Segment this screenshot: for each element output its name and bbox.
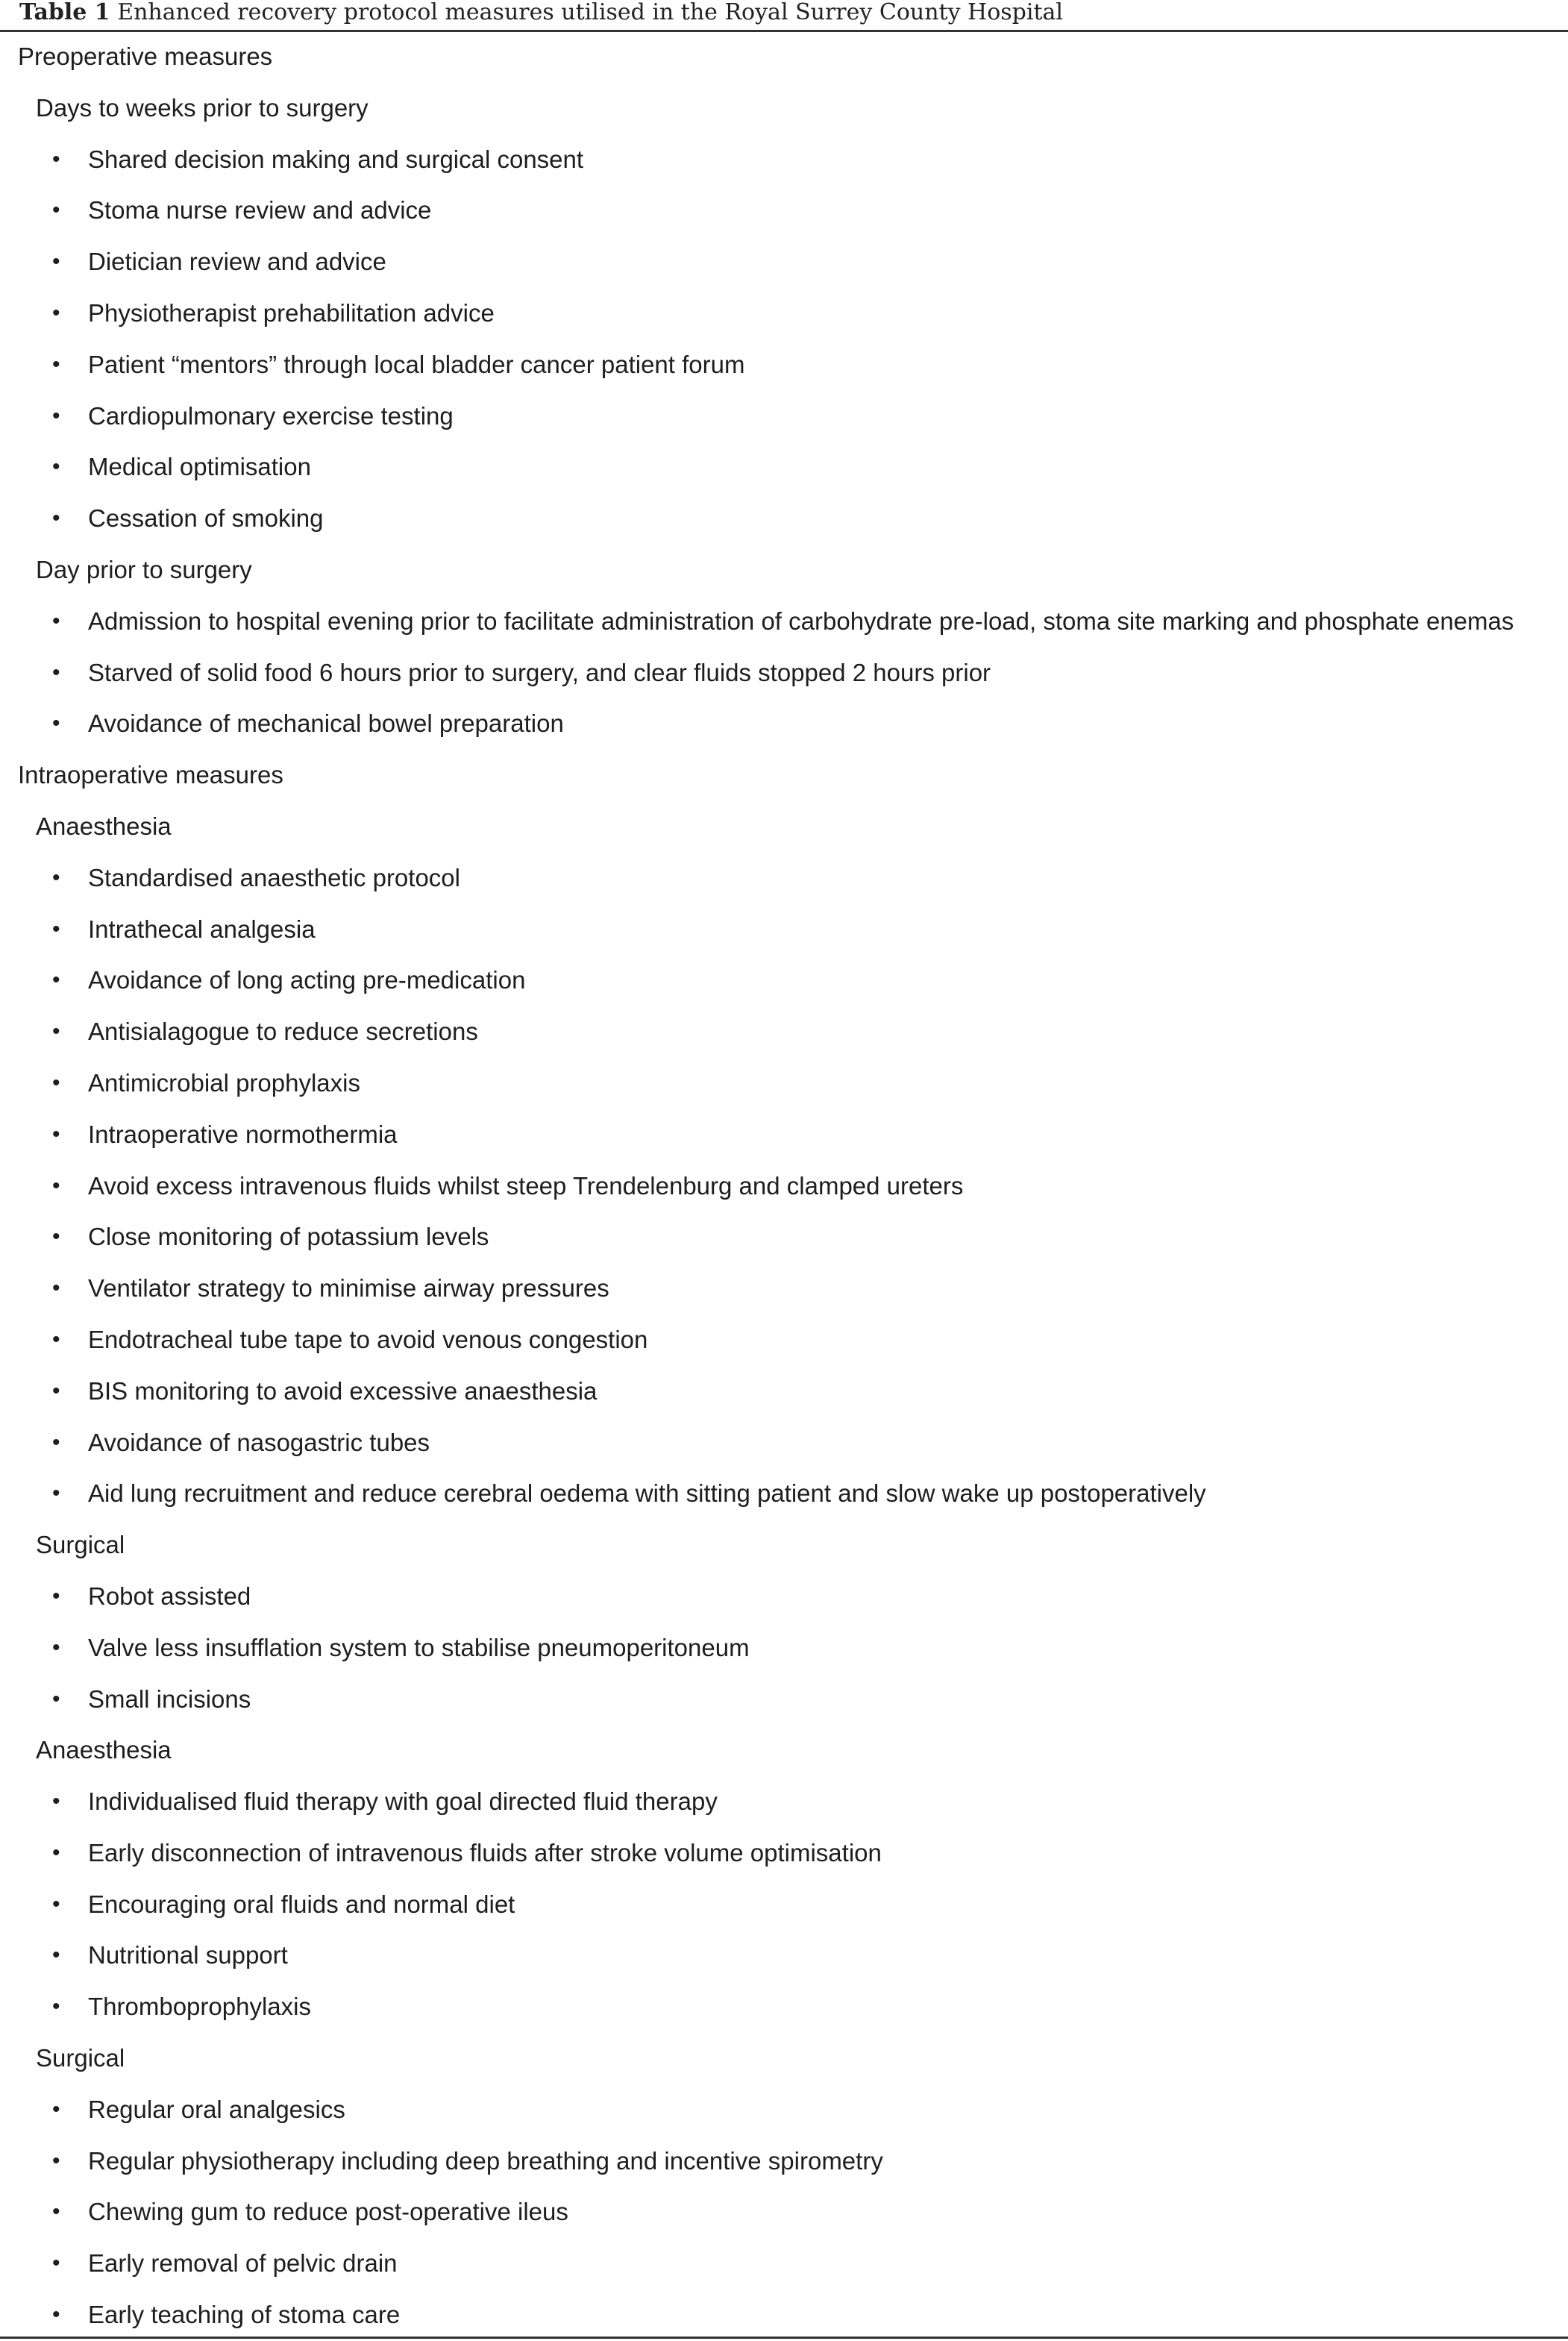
subsection-heading bbox=[0, 545, 1568, 596]
row-text: Early teaching of stoma care bbox=[88, 2301, 401, 2329]
row-text: Stoma nurse review and advice bbox=[88, 196, 432, 225]
bullet-icon: • bbox=[52, 1173, 60, 1198]
list-item bbox=[0, 1263, 1568, 1314]
bullet-icon: • bbox=[52, 1994, 60, 2019]
row-text: Surgical bbox=[36, 1531, 125, 1559]
bullet-icon: • bbox=[52, 1429, 60, 1455]
row-text: Valve less insufflation system to stabilise pneumoperitoneum bbox=[88, 1633, 750, 1661]
row-text: Preoperative measures bbox=[18, 43, 273, 70]
bullet-icon: • bbox=[52, 249, 60, 275]
list-item bbox=[0, 1879, 1568, 1931]
row-text: Early removal of pelvic drain bbox=[88, 2249, 398, 2278]
list-item bbox=[0, 2238, 1568, 2290]
bullet-icon: • bbox=[52, 1019, 60, 1044]
section-heading bbox=[0, 750, 1568, 801]
bullet-icon: • bbox=[52, 1840, 60, 1865]
subsection-heading bbox=[0, 83, 1568, 134]
row-text: Ventilator strategy to minimise airway pressures bbox=[88, 1274, 609, 1303]
row-text: Physiotherapist prehabilitation advice bbox=[88, 298, 495, 327]
bullet-icon: • bbox=[52, 1789, 60, 1814]
row-text: Thromboprophylaxis bbox=[88, 1993, 311, 2021]
list-item bbox=[0, 134, 1568, 186]
list-item bbox=[0, 1623, 1568, 1674]
bullet-icon: • bbox=[52, 1481, 60, 1506]
table-caption-text: Enhanced recovery protocol measures utilised in the Royal Surrey County Hospital bbox=[110, 0, 1064, 25]
list-item bbox=[0, 698, 1568, 750]
list-item bbox=[0, 2290, 1568, 2341]
bullet-icon: • bbox=[52, 1891, 60, 1917]
row-text: Starved of solid food 6 hours prior to surgery, and clear fluids stopped 2 hours prior bbox=[88, 658, 991, 686]
list-item bbox=[0, 2084, 1568, 2136]
subsection-heading bbox=[0, 801, 1568, 853]
bullet-icon: • bbox=[52, 506, 60, 531]
row-text: Encouraging oral fluids and normal diet bbox=[88, 1890, 515, 1918]
subsection-heading bbox=[0, 2033, 1568, 2084]
row-text: Early disconnection of intravenous fluids after stroke volume optimisation bbox=[88, 1838, 882, 1867]
row-text: Small incisions bbox=[88, 1685, 251, 1713]
bullet-icon: • bbox=[52, 711, 60, 736]
row-text: Regular physiotherapy including deep breathing and incentive spirometry bbox=[88, 2146, 883, 2175]
list-item bbox=[0, 1161, 1568, 1212]
row-text: Avoidance of mechanical bowel preparation bbox=[88, 709, 564, 738]
row-text: Cessation of smoking bbox=[88, 504, 324, 533]
bullet-icon: • bbox=[52, 2251, 60, 2276]
list-item bbox=[0, 904, 1568, 956]
row-text: Avoidance of nasogastric tubes bbox=[88, 1428, 430, 1456]
list-item bbox=[0, 1366, 1568, 1417]
row-text: Dietician review and advice bbox=[88, 248, 386, 276]
bullet-icon: • bbox=[52, 300, 60, 325]
bullet-icon: • bbox=[52, 351, 60, 377]
row-text: Endotracheal tube tape to avoid venous congestion bbox=[88, 1325, 648, 1353]
row-text: Nutritional support bbox=[88, 1941, 288, 1969]
bullet-icon: • bbox=[52, 146, 60, 172]
bullet-icon: • bbox=[52, 1276, 60, 1301]
row-text: Cardiopulmonary exercise testing bbox=[88, 401, 454, 430]
list-item bbox=[0, 596, 1568, 648]
list-item bbox=[0, 1006, 1568, 1058]
list-item bbox=[0, 493, 1568, 545]
bullet-icon: • bbox=[52, 2148, 60, 2173]
list-item bbox=[0, 1058, 1568, 1109]
row-text: Antimicrobial prophylaxis bbox=[88, 1068, 360, 1097]
bullet-icon: • bbox=[52, 1943, 60, 1968]
row-text: Days to weeks prior to surgery bbox=[36, 93, 369, 122]
table-bottom-rule bbox=[0, 2337, 1568, 2339]
bullet-icon: • bbox=[52, 1326, 60, 1352]
row-text: Close monitoring of potassium levels bbox=[88, 1223, 489, 1251]
bullet-icon: • bbox=[52, 403, 60, 428]
row-text: Antisialagogue to reduce secretions bbox=[88, 1018, 478, 1046]
row-text: Intraoperative measures bbox=[18, 761, 283, 789]
bullet-icon: • bbox=[52, 916, 60, 941]
bullet-icon: • bbox=[52, 1635, 60, 1660]
row-text: Anaesthesia bbox=[36, 812, 172, 840]
bullet-icon: • bbox=[52, 608, 60, 633]
list-item bbox=[0, 1571, 1568, 1623]
list-item bbox=[0, 955, 1568, 1006]
table-caption-label: Table 1 bbox=[19, 0, 110, 25]
row-text: Surgical bbox=[36, 2044, 125, 2072]
row-text: BIS monitoring to avoid excessive anaesthesia bbox=[88, 1376, 598, 1405]
row-text: Individualised fluid therapy with goal directed fluid therapy bbox=[88, 1787, 718, 1816]
bullet-icon: • bbox=[52, 1378, 60, 1403]
row-text: Shared decision making and surgical consent bbox=[88, 145, 584, 173]
list-item bbox=[0, 1468, 1568, 1520]
list-item bbox=[0, 1109, 1568, 1161]
bullet-icon: • bbox=[52, 2199, 60, 2225]
list-item bbox=[0, 236, 1568, 288]
row-text: Medical optimisation bbox=[88, 453, 311, 481]
list-item bbox=[0, 442, 1568, 493]
bullet-icon: • bbox=[52, 198, 60, 223]
row-text: Anaesthesia bbox=[36, 1736, 172, 1764]
list-item bbox=[0, 185, 1568, 236]
bullet-icon: • bbox=[52, 454, 60, 480]
list-item bbox=[0, 288, 1568, 339]
bullet-icon: • bbox=[52, 1686, 60, 1711]
bullet-icon: • bbox=[52, 1583, 60, 1608]
row-text: Admission to hospital evening prior to facilitate administration of carbohydrate pre-load, stoma site marking and phosphate enemas bbox=[88, 607, 1514, 635]
list-item bbox=[0, 1981, 1568, 2033]
row-text: Avoid excess intravenous fluids whilst steep Trendelenburg and clamped ureters bbox=[88, 1171, 964, 1200]
bullet-icon: • bbox=[52, 1070, 60, 1095]
row-text: Chewing gum to reduce post-operative ileus bbox=[88, 2198, 568, 2226]
list-item bbox=[0, 1828, 1568, 1879]
row-text: Standardised anaesthetic protocol bbox=[88, 863, 460, 891]
list-item bbox=[0, 1776, 1568, 1828]
list-item bbox=[0, 2187, 1568, 2238]
row-text: Day prior to surgery bbox=[36, 555, 252, 583]
bullet-icon: • bbox=[52, 1121, 60, 1147]
bullet-icon: • bbox=[52, 968, 60, 993]
list-item bbox=[0, 648, 1568, 699]
list-item bbox=[0, 1417, 1568, 1469]
section-heading bbox=[0, 31, 1568, 83]
subsection-heading bbox=[0, 1725, 1568, 1776]
bullet-icon: • bbox=[52, 1224, 60, 1250]
list-item bbox=[0, 1212, 1568, 1263]
list-item bbox=[0, 1674, 1568, 1726]
list-item bbox=[0, 391, 1568, 442]
table-body bbox=[0, 31, 1568, 2341]
row-text: Intrathecal analgesia bbox=[88, 915, 316, 943]
bullet-icon: • bbox=[52, 659, 60, 685]
list-item bbox=[0, 853, 1568, 904]
table-caption bbox=[19, 0, 1063, 27]
list-item bbox=[0, 339, 1568, 391]
bullet-icon: • bbox=[52, 2302, 60, 2328]
list-item bbox=[0, 1314, 1568, 1366]
bullet-icon: • bbox=[52, 865, 60, 890]
row-text: Patient “mentors” through local bladder cancer patient forum bbox=[88, 350, 745, 378]
subsection-heading bbox=[0, 1520, 1568, 1571]
row-text: Regular oral analgesics bbox=[88, 2095, 345, 2123]
row-text: Intraoperative normothermia bbox=[88, 1120, 398, 1148]
row-text: Robot assisted bbox=[88, 1582, 251, 1610]
row-text: Avoidance of long acting pre-medication bbox=[88, 966, 526, 994]
row-text: Aid lung recruitment and reduce cerebral oedema with sitting patient and slow wake up postoperatively bbox=[88, 1479, 1206, 1508]
list-item bbox=[0, 2136, 1568, 2187]
list-item bbox=[0, 1930, 1568, 1981]
bullet-icon: • bbox=[52, 2096, 60, 2122]
